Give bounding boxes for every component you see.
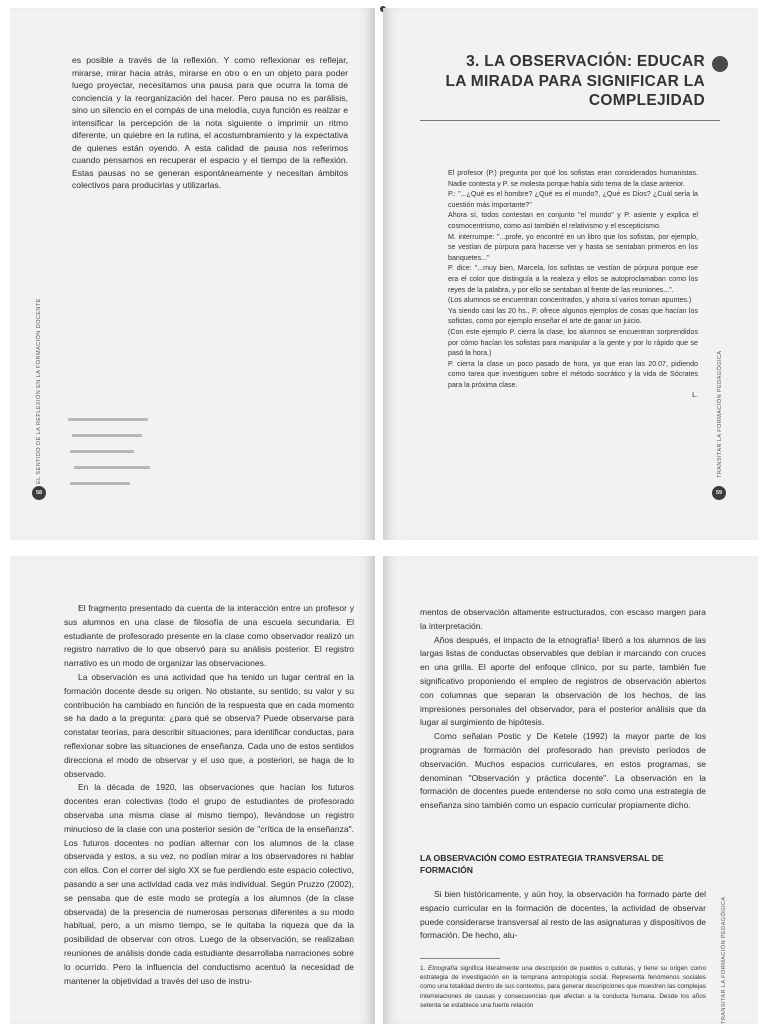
- bottom-spread: [0, 552, 768, 1024]
- record-line: Ahora sí, todos contestan en conjunto "el mundo" y P. asiente y explica el cosmocentrismo, como así también el relativismo y el escepticismo.: [448, 211, 698, 230]
- paragraph: mentos de observación altamente estructurados, con escaso margen para la interpretación.: [420, 607, 706, 631]
- record-signature: L.: [692, 391, 698, 400]
- record-line: El profesor (P.) pregunta por qué los sofistas eran considerados humanistas. Nadie contesta y P. se molesta porque había sido tema de la clase anterior.: [448, 169, 698, 188]
- footnote: [420, 964, 706, 1010]
- page-61-text: [420, 606, 706, 813]
- section-paragraph: Si bien históricamente, y aún hoy, la observación ha formado parte del espacio curricular en la formación de docentes, la actividad de observar puede considerarse transversal al resto de las asignaturas y dispositivos de formación. De hecho, alu-: [420, 889, 706, 941]
- page-60-text: [64, 602, 354, 988]
- paragraph: El fragmento presentado da cuenta de la interacción entre un profesor y sus alumnos en una clase de filosofía de una escuela secundaria. El estudiante de profesorado presente en la clase como observador realizó un registro narrativo de lo que observó para su análisis posterior. El registro narrativo es un modo de organizar las observaciones.: [64, 603, 354, 669]
- record-line: P. cierra la clase un poco pasado de hora, ya que eran las 20.07, pidiendo como tarea que investiguen sobre el método socrático y la vida de Sócrates para la próxima clase.: [448, 359, 698, 389]
- running-head-left: EL SENTIDO DE LA REFLEXIÓN EN LA FORMACIÓN DOCENTE: [36, 298, 42, 484]
- page-60: [10, 556, 375, 1024]
- record-line: P.: "...¿Qué es el hombre? ¿Qué es el mundo?, ¿Qué es Dios? ¿Cuál sería la cuestión más importante?": [448, 190, 698, 209]
- page-number-58: 58: [32, 486, 46, 500]
- footnote-number: 1.: [420, 965, 426, 972]
- record-line: Ya siendo casi las 20 hs., P. ofrece algunos ejemplos de cosas que hacían los sofistas, como por ejemplo enseñar el arte de ganar un juicio.: [448, 306, 698, 326]
- paragraph: Como señalan Postic y De Ketele (1992) la mayor parte de los programas de formación del profesorado han previsto períodos de observación. Muchos espacios curriculares, en estos programas, se denominan "Observación y práctica docente". La observación en la formación de docentes puede entenderse no solo como una estrategia de enseñanza sino también como un espacio curricular propiamente dicho.: [420, 731, 706, 811]
- record-line: (Con este ejemplo P. cierra la clase, los alumnos se encuentran sorprendidos por cómo hacían los sofistas para manipular a la gente y por lo rápido que se pasó la hora.): [448, 327, 698, 358]
- running-head-right-bottom: TRANSITAR LA FORMACIÓN PEDAGÓGICA: [721, 896, 727, 1024]
- spread-gap: [0, 540, 768, 552]
- paragraph: La observación es una actividad que ha tenido un lugar central en la formación docente desde su origen. No obstante, su sentido, su valor y su contribución ha cambiado en función de la respuesta que en cada momento se ha dado a la pregunta: ¿para qué se observa? Puede observarse para constatar teorías, para describir situaciones, para identificar conductas, para reflexionar sobre las situaciones de enseñanza. Cada uno de estos sentidos direcciona el modo de observar y el uso que, a posteriori, se haga de lo observado.: [64, 671, 354, 779]
- chapter-dot: [712, 56, 728, 72]
- page-58-paragraph: es posible a través de la reflexión. Y como reflexionar es reflejar, mirarse, mirar hacia atrás, mirarse en otro o en un objeto para poder luego proyectar, necesitamos una pausa para que ocurra la toma de conciencia y la reorganización del hacer. Pero pausa no es parálisis, sino un silencio en el compás de una melodía, cuya función es realzar e intensificar la percepción de la nota siguiente o imprimir un ritmo diferente, un quiebre en la rutina, el acostumbramiento y la expectativa de quienes están oyendo. A esta calidad de pausa nos referimos cuando pensamos en recuperar el espacio y el tiempo de la reflexión. Estas pausas no se generan espontáneamente y necesitan ámbitos colectivos para producirlas y utilizarlas.: [72, 55, 348, 190]
- section-heading: LA OBSERVACIÓN COMO ESTRATEGIA TRANSVERSAL DE FORMACIÓN: [420, 853, 664, 875]
- footnote-term: Etnografía: [428, 965, 458, 972]
- page-number-59: 59: [712, 486, 726, 500]
- page-58: [10, 8, 375, 540]
- page-59: [383, 8, 758, 540]
- chapter-title: 3. LA OBSERVACIÓN: EDUCAR LA MIRADA PARA SIGNIFICAR LA COMPLEJIDAD: [445, 53, 705, 109]
- record-line: P. dice: "...muy bien, Marcela, los sofistas se vestían de púrpura porque ese era el color que distinguía a la realeza y ellos se autoproclamaban como los reyes de la palabra, y por ello se sentaban al frente de las reuniones...".: [448, 264, 698, 294]
- title-rule: [420, 120, 720, 121]
- page-61: [383, 556, 758, 1024]
- paragraph: Años después, el impacto de la etnografía¹ liberó a los alumnos de las largas listas de conductas observables que debían ir marcando con cruces en una grilla. El aporte del enfoque clínico, por su parte, también fue significativo proponiendo el empleo de registros de observación abiertos con columnas que separan la observación de los hechos, de las impresiones personales del observador, para el posterior análisis que da lugar al surgimiento de hipótesis.: [420, 634, 706, 728]
- record-line: M. interrumpe: "...profe, yo encontré en un libro que los sofistas, por ejemplo, se vestían de púrpura para hacerse ver y hasta se sentaban primeros en los banquetes...": [448, 232, 698, 262]
- observation-record: [448, 168, 698, 401]
- footnote-text: significa literalmente una descripción de pueblos o culturas, y tiene su origen como estrategia de investigación en la temprana antropología social. Representa fenómenos sociales como una totalidad dentro de sus contextos, para generar descripciones que muestren las complejas interrelaciones de causas y consecuencias que afectan a la conducta humana. Desde los años setenta se establece una fuerte relación: [420, 965, 706, 1009]
- paragraph: En la década de 1920, las observaciones que hacían los futuros docentes eran colectivas (todo el grupo de estudiantes de profesorado observaba una misma clase al mismo tiempo), llevándose un registro minucioso de la clase con una posterior sesión de "crítica de la enseñanza". Los futuros docentes no podían alternar con los alumnos de la clase observada y estos, a su vez, no podían mirar a los observadores ni hablar con ellos. Con el correr del siglo XX se fue perdiendo este espacio colectivo, pasando a ser una actividad cada vez más individual. Según Pruzzo (2002), se pensaba que de este modo se protegía a los alumnos (de la clase observada) de la presencia de numerosas personas diferentes a su modo habitual, pero, a un mismo tiempo, se le quitaba la riqueza que da la posibilidad de observar con otros. Luego de la observación, se realizaban reuniones de análisis donde cada estudiante desarrollaba narraciones sobre lo ocurrido. Pero la influencia del conductismo acentuó la necesidad de mantener la objetividad a través del uso de instru-: [64, 782, 354, 986]
- running-head-right: TRANSITAR LA FORMACIÓN PEDAGÓGICA: [717, 350, 723, 478]
- footnote-rule: [420, 958, 500, 959]
- record-line: (Los alumnos se encuentran concentrados, y ahora sí varios toman apuntes.): [448, 296, 692, 305]
